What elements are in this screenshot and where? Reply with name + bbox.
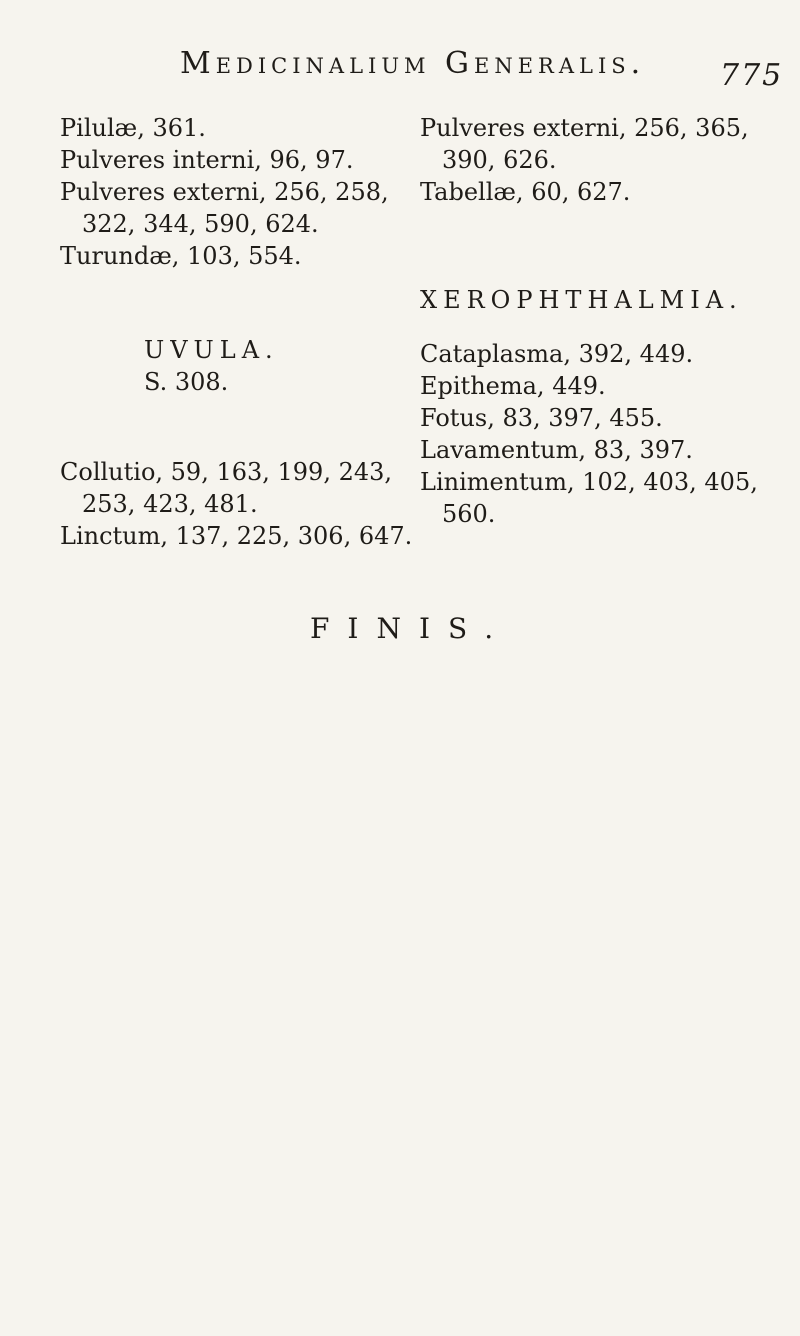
index-entry: Linimentum, 102, 403, 405, 560. — [420, 468, 758, 528]
finis-colophon: FINIS. — [310, 612, 512, 645]
index-entry: Pilulæ, 361. — [60, 114, 206, 142]
left-entries-bottom — [60, 456, 412, 552]
section-heading: UVULA. — [144, 336, 279, 364]
index-entry: Pulveres interni, 96, 97. — [60, 146, 354, 174]
index-entry: Epithema, 449. — [420, 372, 606, 400]
section-subheading: S. 308. — [144, 368, 229, 396]
index-entry: Turundæ, 103, 554. — [60, 242, 302, 270]
right-entries-bottom — [420, 338, 758, 530]
index-entry: Fotus, 83, 397, 455. — [420, 404, 663, 432]
index-entry: Cataplasma, 392, 449. — [420, 340, 694, 368]
index-entry: Lavamentum, 83, 397. — [420, 436, 693, 464]
section-heading: XEROPHTHALMIA. — [420, 286, 743, 314]
index-entry: Tabellæ, 60, 627. — [420, 178, 631, 206]
left-entries-top — [60, 112, 389, 272]
index-entry: Collutio, 59, 163, 199, 243, 253, 423, 481. — [60, 458, 393, 518]
right-entries-top — [420, 112, 749, 208]
index-entry: Pulveres externi, 256, 365, 390, 626. — [420, 114, 749, 174]
index-entry: Linctum, 137, 225, 306, 647. — [60, 522, 413, 550]
running-head: Medicinalium Generalis. — [180, 46, 646, 81]
page-number: 775 — [720, 58, 784, 93]
index-entry: Pulveres externi, 256, 258, 322, 344, 590, 624. — [60, 178, 389, 238]
